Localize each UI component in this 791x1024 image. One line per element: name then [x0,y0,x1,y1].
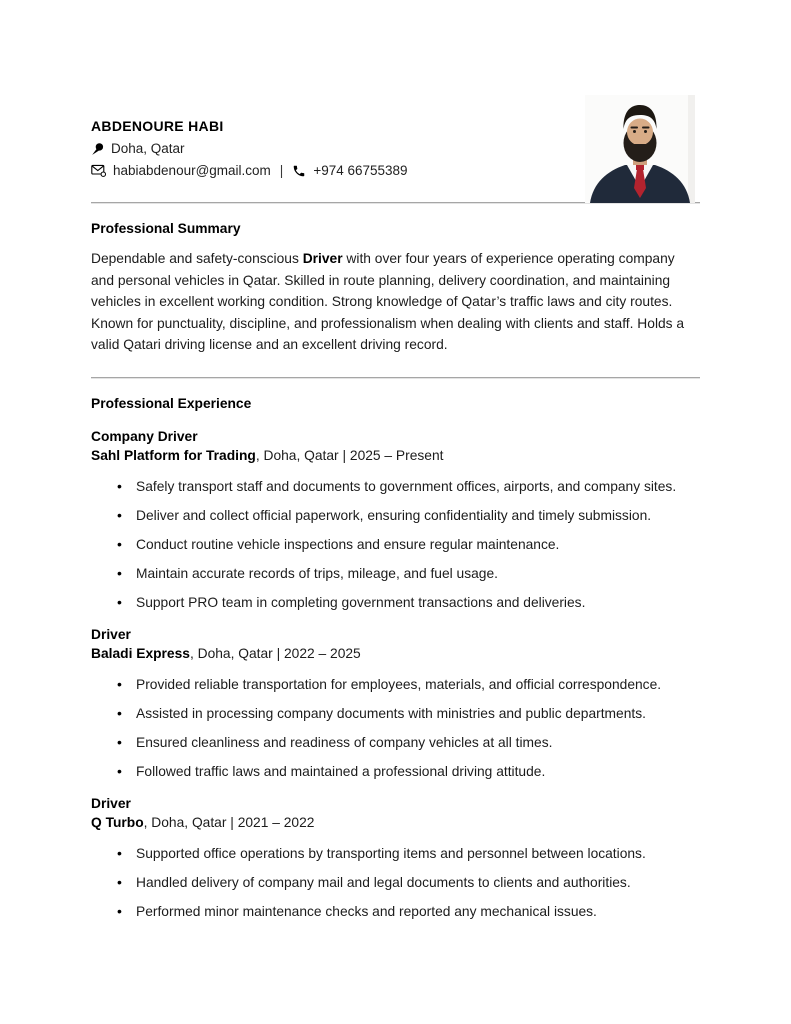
job-company: Sahl Platform for Trading [91,447,256,463]
summary-section [91,221,700,356]
job-location-dates: , Doha, Qatar | 2025 – Present [255,447,444,463]
experience-heading: Professional Experience [91,395,252,411]
bullet-item: • Safely transport staff and documents to government offices, airports, and company sites. [91,476,700,497]
summary-heading: Professional Summary [91,221,241,236]
bullet-item: • Maintain accurate records of trips, mileage, and fuel usage. [91,563,700,584]
phone-text: +974 66755389 [313,163,408,178]
bullet-item: • Deliver and collect official paperwork, ensuring confidentiality and timely submission. [91,505,700,526]
job-location-dates: , Doha, Qatar | 2021 – 2022 [143,814,315,830]
bullet-item: • Provided reliable transportation for employees, materials, and official correspondence. [91,674,700,695]
job-meta [91,644,700,663]
job-bullets [91,476,700,613]
job-title: Company Driver [91,428,198,444]
experience-section [91,396,700,922]
email-text: habiabdenour@gmail.com [113,163,271,178]
summary-paragraph [91,248,700,356]
profile-photo [585,95,695,203]
job-company: Baladi Express [91,645,190,661]
candidate-name: ABDENOURE HABI [91,118,224,134]
job-title: Driver [91,626,131,642]
summary-divider [91,377,700,379]
bullet-item: • Performed minor maintenance checks and reported any mechanical issues. [91,901,700,922]
job-company: Q Turbo [91,814,144,830]
summary-text-2: with over four years of experience operating company and personal vehicles in Qatar. Skilled in route planning, delivery coordination, and maintaining vehicles in excellent working condition. Strong knowledge of Qatar’s traffic laws and city routes. Known for punctuality, discipline, and professionalism when dealing with clients and staff. Holds a valid Qatari driving license and an excellent driving record. [91,251,685,352]
job-entry [91,625,700,782]
mail-icon [91,164,106,177]
bullet-item: • Ensured cleanliness and readiness of company vehicles at all times. [91,732,700,753]
job-bullets [91,843,700,922]
pin-icon [91,142,104,156]
phone-icon [292,164,306,178]
job-entry [91,794,700,922]
bullet-item: • Assisted in processing company documents with ministries and public departments. [91,703,700,724]
job-entry [91,427,700,613]
job-bullets [91,674,700,782]
bullet-item: • Followed traffic laws and maintained a professional driving attitude. [91,761,700,782]
job-meta [91,446,700,465]
bullet-item: • Conduct routine vehicle inspections and ensure regular maintenance. [91,534,700,555]
job-title: Driver [91,795,131,811]
job-location-dates: , Doha, Qatar | 2022 – 2025 [189,645,361,661]
location-text: Doha, Qatar [111,141,185,156]
job-meta [91,813,700,832]
summary-bold-word: Driver [302,251,343,266]
bullet-item: • Support PRO team in completing government transactions and deliveries. [91,592,700,613]
bullet-item: • Handled delivery of company mail and legal documents to clients and authorities. [91,872,700,893]
bullet-item: • Supported office operations by transporting items and personnel between locations. [91,843,700,864]
summary-text-1: Dependable and safety-conscious [91,251,303,266]
contact-separator: | [279,163,284,178]
